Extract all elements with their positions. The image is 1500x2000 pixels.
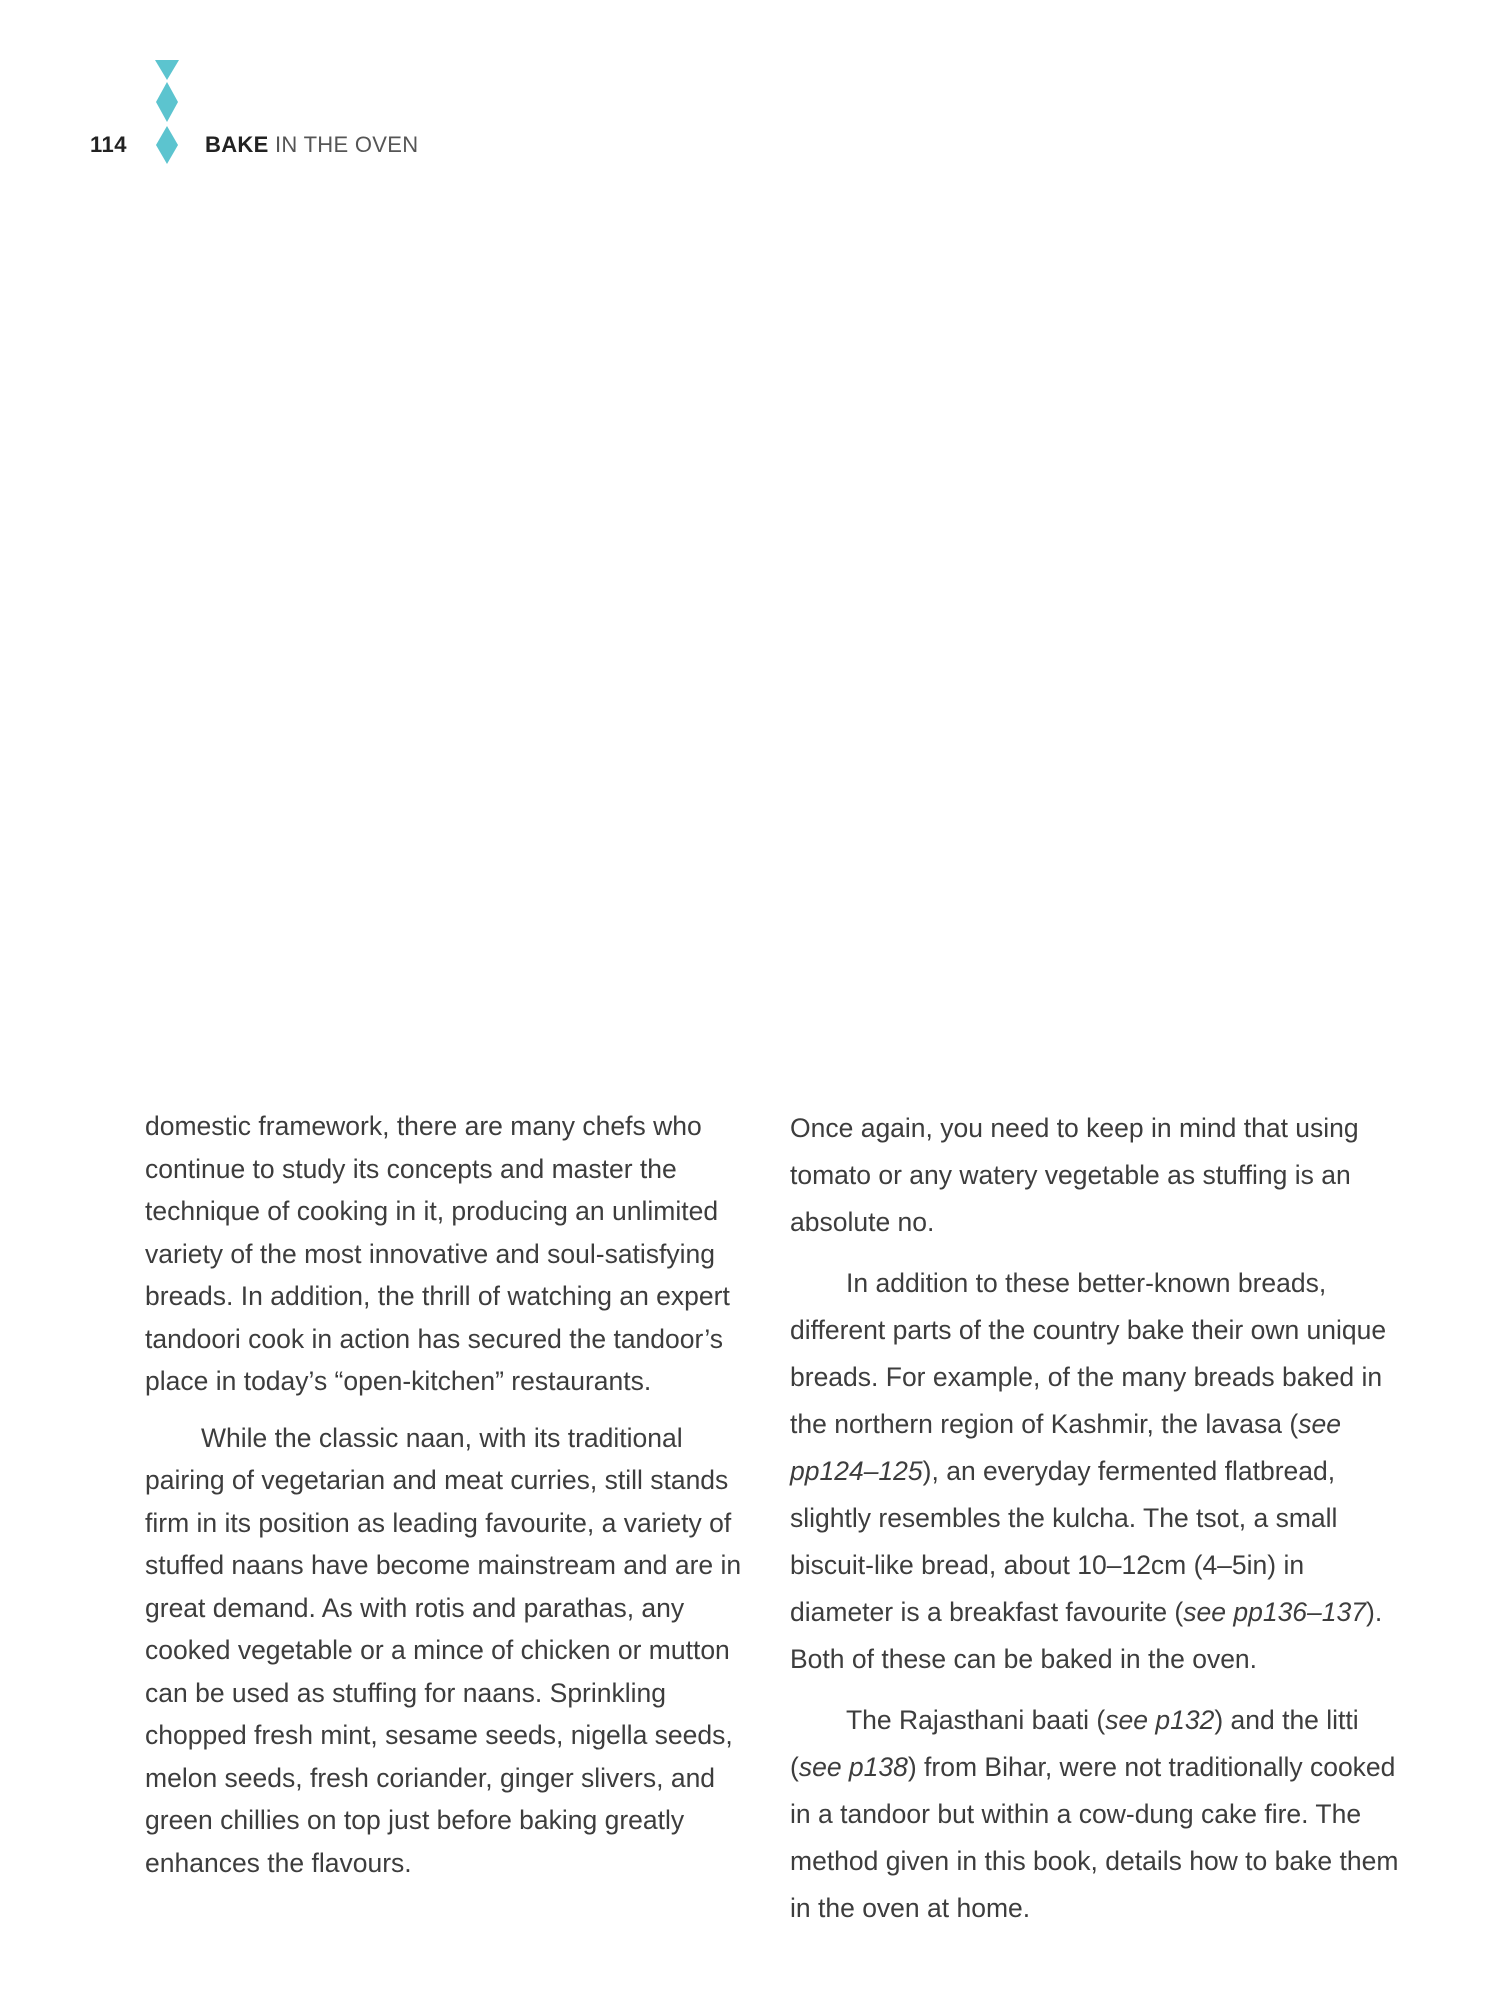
page-reference: see p138: [798, 1752, 908, 1782]
right-paragraph-3: [790, 1697, 1410, 1932]
text-run: The Rajasthani baati (: [846, 1705, 1106, 1735]
page-number: 114: [90, 132, 127, 157]
page-reference: see pp136–137: [1183, 1597, 1366, 1627]
ornament-top-triangle: [155, 60, 179, 80]
ornament-bottom-diamond: [156, 126, 178, 164]
text-run: ). Both of these can be baked in the oven.: [790, 1597, 1383, 1674]
section-title-bold: BAKE: [205, 132, 269, 157]
left-column: [145, 1105, 750, 1884]
text-run: In addition to these better-known breads, different parts of the country bake their own unique breads. For example, of the many breads baked in the northern region of Kashmir, the lavasa (: [790, 1268, 1387, 1439]
page-reference: see pp124–125: [790, 1409, 1341, 1486]
section-title-rest: IN THE OVEN: [268, 132, 419, 157]
right-paragraph-1: Once again, you need to keep in mind that using tomato or any watery vegetable as stuffing is an absolute no.: [790, 1113, 1359, 1237]
text-run: ) from Bihar, were not traditionally cooked in a tandoor but within a cow-dung cake fire. The method given in this book, details how to bake them in the oven at home.: [790, 1752, 1399, 1923]
text-run: ) and the litti (: [790, 1705, 1359, 1782]
left-paragraph-1: domestic framework, there are many chefs who continue to study its concepts and master the technique of cooking in it, producing an unlimited variety of the most innovative and soul-satisfying breads. In addition, the thrill of watching an expert tandoori cook in action has secured the tandoor’s place in today’s “open-kitchen” restaurants.: [145, 1111, 730, 1396]
page-reference: see p132: [1105, 1705, 1215, 1735]
left-paragraph-2: While the classic naan, with its traditional pairing of vegetarian and meat curries, still stands firm in its position as leading favourite, a variety of stuffed naans have become mainstream and are in great demand. As with rotis and parathas, any cooked vegetable or a mince of chicken or mutton can be used as stuffing for naans. Sprinkling chopped fresh mint, sesame seeds, nigella seeds, melon seeds, fresh coriander, ginger slivers, and green chillies on top just before baking greatly enhances the flavours.: [145, 1422, 742, 1878]
diamond-ornament-icon: [152, 58, 182, 168]
right-paragraph-2: [790, 1260, 1410, 1683]
page-header: [90, 58, 690, 168]
right-column: [790, 1105, 1410, 1932]
text-run: ), an everyday fermented flatbread, slightly resembles the kulcha. The tsot, a small biscuit-like bread, about 10–12cm (4–5in) in diameter is a breakfast favourite (: [790, 1456, 1338, 1627]
section-title: [205, 132, 418, 158]
ornament-middle-diamond: [156, 82, 178, 122]
